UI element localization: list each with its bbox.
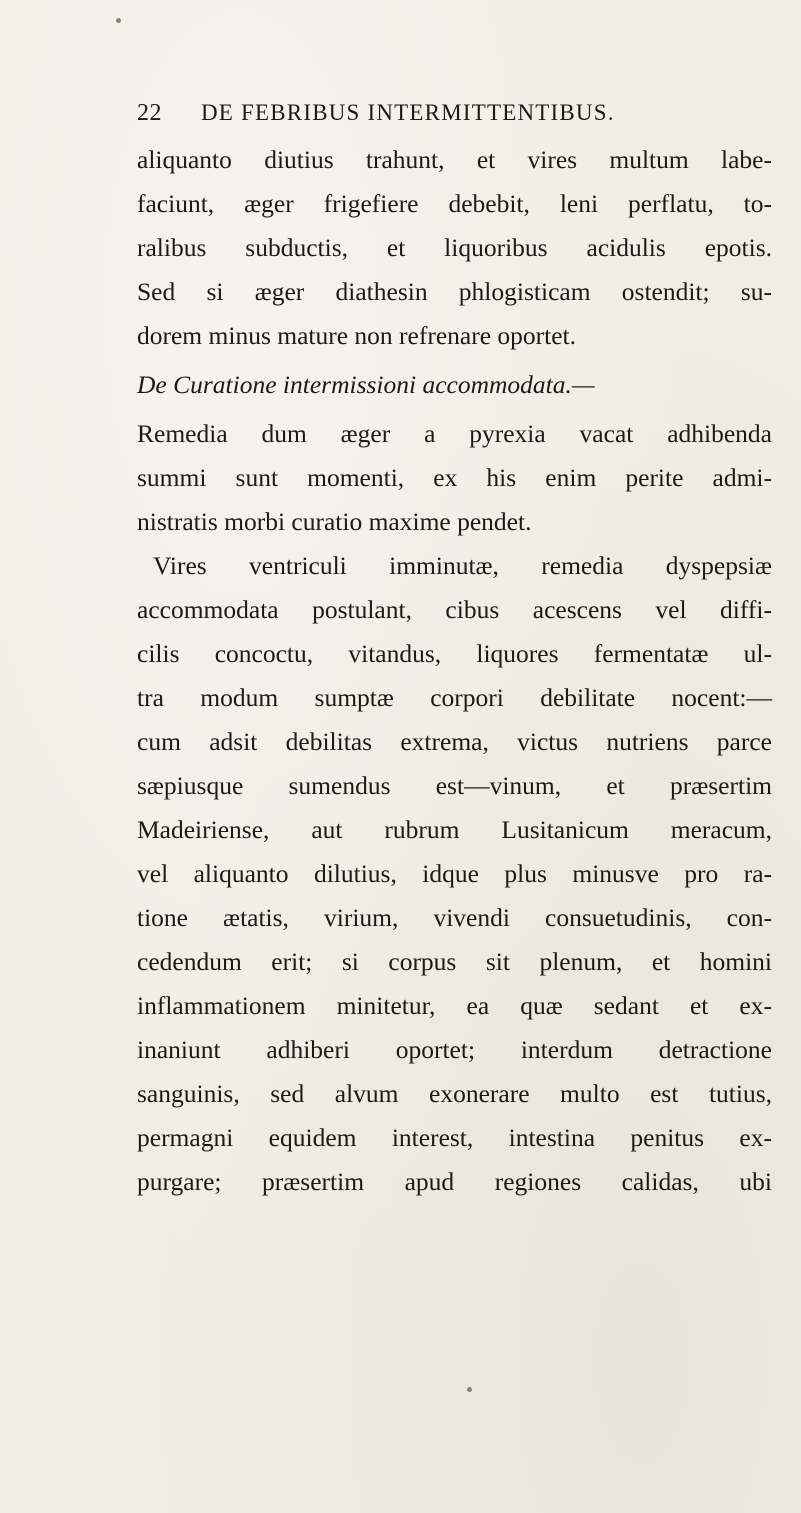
text-line: Madeiriense, aut rubrum Lusitanicum meracum, xyxy=(137,815,772,844)
text-line: ralibus subductis, et liquoribus acidulis epotis. xyxy=(137,233,772,262)
text-line: tione ætatis, virium, vivendi consuetudinis, con- xyxy=(137,903,772,932)
text-line: aliquanto diutius trahunt, et vires multum labe- xyxy=(137,145,772,174)
text-line: dorem minus mature non refrenare oportet. xyxy=(137,321,577,350)
text-line: accommodata postulant, cibus acescens vel diffi- xyxy=(137,595,772,624)
text-line: sanguinis, sed alvum exonerare multo est tutius, xyxy=(137,1079,772,1108)
body-text xyxy=(137,138,772,1204)
running-head xyxy=(137,100,697,134)
text-line: inflammationem minitetur, ea quæ sedant et ex- xyxy=(137,991,772,1020)
text-line: summi sunt momenti, ex his enim perite admi- xyxy=(137,463,772,492)
text-line: faciunt, æger frigefiere debebit, leni perflatu, to- xyxy=(137,189,772,218)
text-line: nistratis morbi curatio maxime pendet. xyxy=(137,507,532,536)
running-title: DE FEBRIBUS INTERMITTENTIBUS. xyxy=(201,100,615,125)
ink-speck xyxy=(467,1387,472,1392)
ink-speck xyxy=(116,18,121,23)
section-heading: De Curatione intermissioni accommodata.— xyxy=(137,370,595,399)
text-line: sæpiusque sumendus est—vinum, et præsertim xyxy=(137,771,772,800)
text-line: tra modum sumptæ corpori debilitate nocent:— xyxy=(137,683,772,712)
text-line: permagni equidem interest, intestina penitus ex- xyxy=(137,1123,772,1152)
text-line: Remedia dum æger a pyrexia vacat adhibenda xyxy=(137,419,772,448)
text-line: vel aliquanto dilutius, idque plus minusve pro ra- xyxy=(137,859,772,888)
text-line: Vires ventriculi imminutæ, remedia dyspepsiæ xyxy=(153,551,772,580)
text-line: inaniunt adhiberi oportet; interdum detractione xyxy=(137,1035,772,1064)
text-line: cilis concoctu, vitandus, liquores fermentatæ ul- xyxy=(137,639,772,668)
page-number: 22 xyxy=(137,100,162,126)
text-line: purgare; præsertim apud regiones calidas, ubi xyxy=(137,1167,772,1196)
text-line: Sed si æger diathesin phlogisticam ostendit; su- xyxy=(137,277,772,306)
text-line: cum adsit debilitas extrema, victus nutriens parce xyxy=(137,727,772,756)
text-line: cedendum erit; si corpus sit plenum, et homini xyxy=(137,947,772,976)
